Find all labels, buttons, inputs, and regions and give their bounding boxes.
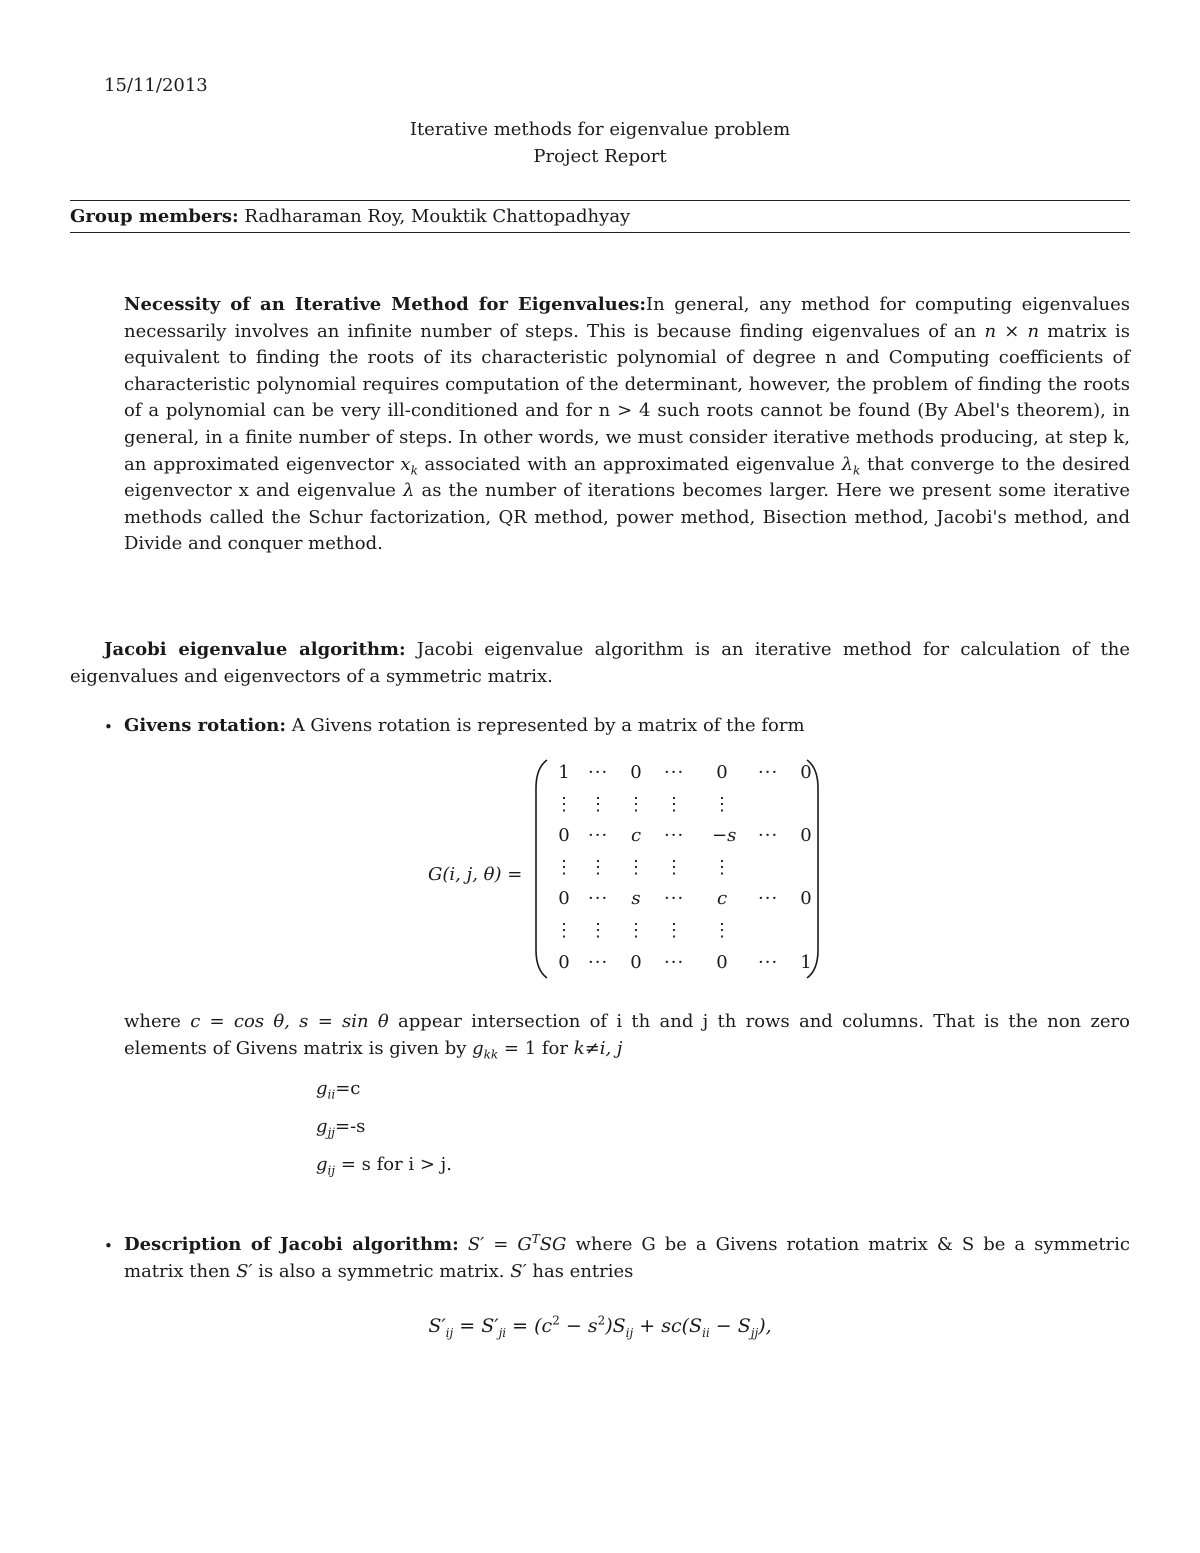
matrix-cell: c — [630, 825, 642, 847]
matrix-cell: ⋮ — [627, 856, 645, 878]
jacobi-heading: Jacobi eigenvalue algorithm: — [104, 639, 406, 660]
matrix-row — [554, 823, 812, 855]
where-paragraph — [124, 1009, 1130, 1062]
matrix-cell: ··· — [588, 762, 609, 783]
matrix-row — [554, 855, 808, 887]
matrix-cell: ⋮ — [589, 919, 607, 941]
matrix-cell: ··· — [758, 951, 779, 973]
matrix-cell: ··· — [664, 762, 685, 783]
g-sub: ij — [327, 1163, 336, 1178]
lhs-G: G — [428, 864, 443, 885]
matrix-cell: 0 — [558, 951, 570, 973]
top-rule — [70, 200, 1130, 201]
matrix-cell: ⋮ — [713, 856, 731, 878]
eqn-f-sub: ii — [702, 1325, 710, 1340]
matrix-cell: ··· — [588, 825, 609, 847]
s-prime-3: S′ — [510, 1260, 527, 1282]
matrix-cell: ⋮ — [555, 856, 573, 878]
gkk-sub: kk — [483, 1047, 499, 1062]
matrix-cell: 0 — [558, 825, 570, 847]
matrix-row — [554, 792, 808, 824]
matrix-cell: ⋮ — [589, 856, 607, 878]
matrix-cell: ⋮ — [665, 856, 683, 878]
matrix-cell: ··· — [588, 888, 609, 910]
g-entry — [316, 1108, 452, 1146]
g-entry — [316, 1146, 452, 1184]
necessity-body-5: as the number of iterations becomes larger. Here we present some iterative methods called the Schur factorization, QR method, power method, Bisection method, Jacobi's method, and Divide and conquer method. — [124, 480, 1130, 555]
necessity-heading: Necessity of an Iterative Method for Eigenvalues: — [124, 294, 646, 315]
matrix-cell: 0 — [630, 951, 642, 973]
members-label: Group members: — [70, 206, 239, 227]
necessity-paragraph — [124, 292, 1130, 558]
g-entries — [316, 1070, 452, 1184]
where-1: where — [124, 1011, 191, 1032]
eqn-g: − S — [709, 1315, 751, 1337]
where-3: = 1 for — [498, 1037, 574, 1059]
k-condition: k≠i, j — [573, 1037, 623, 1059]
eqn-a-sub: ij — [445, 1325, 454, 1340]
lhs-args: (i, j, θ) — [442, 864, 502, 885]
eqn-b-sub: ji — [498, 1325, 507, 1340]
matrix-cell: ··· — [588, 951, 609, 973]
description-heading: Description of Jacobi algorithm: — [124, 1234, 459, 1255]
matrix-lhs — [428, 862, 522, 889]
n-var: n — [984, 320, 997, 342]
givens-heading: Givens rotation: — [124, 715, 286, 736]
eqn-b: = S′ — [453, 1315, 499, 1337]
eqn-a: S′ — [428, 1315, 446, 1337]
matrix-row — [554, 950, 812, 982]
eqn-d-sup: 2 — [597, 1313, 606, 1328]
matrix-grid — [554, 760, 812, 981]
jacobi-intro-paragraph — [70, 637, 1130, 690]
sg-term: SG — [539, 1234, 567, 1255]
description-body-3: has entries — [526, 1260, 634, 1282]
transpose-T: T — [531, 1232, 540, 1246]
lambda-symbol: λ — [403, 480, 415, 502]
group-members — [70, 204, 630, 231]
g-sub: jj — [327, 1125, 335, 1140]
xk-base: x — [400, 453, 411, 475]
matrix-cell: 0 — [716, 951, 728, 973]
matrix-cell: ··· — [758, 762, 779, 783]
c-s-definition: c = cos θ, s = sin θ — [190, 1011, 389, 1032]
where-2: appear intersection of i th and j th rows and columns. That is the non zero elements of Givens matrix is given by — [124, 1011, 1130, 1059]
bottom-rule — [70, 232, 1130, 233]
matrix-cell: ⋮ — [713, 793, 731, 815]
g-base: g — [316, 1078, 328, 1099]
matrix-cell: c — [716, 888, 728, 910]
matrix-cell: 0 — [800, 888, 812, 910]
description-body-1: where G be a Givens rotation matrix & S be a symmetric matrix then — [124, 1234, 1130, 1282]
lk-sub: k — [853, 463, 861, 478]
eqn-c-sup: 2 — [552, 1313, 560, 1328]
eqn-h: ), — [758, 1315, 772, 1337]
times-symbol: × — [996, 320, 1028, 342]
matrix-cell: 0 — [630, 762, 642, 783]
matrix-cell: 0 — [558, 888, 570, 910]
matrix-cell: ··· — [664, 951, 685, 973]
eqn-d: − s — [559, 1315, 598, 1337]
matrix-cell: ⋮ — [627, 919, 645, 941]
left-paren-icon — [534, 758, 548, 980]
bullet-givens: • — [104, 718, 113, 736]
necessity-body-2: matrix is equivalent to finding the roots of its characteristic polynomial of degree n and Computing coefficients of characteristic polynomial requires computation of the determinant, however, the problem of finding the roots of a polynomial can be very ill-conditioned and for n > 4 such roots cannot be found (By Abel's theorem), in general, in a finite number of steps. In other words, we must consider iterative methods producing, at step k, an approximated eigenvector — [124, 320, 1130, 475]
matrix-cell: s — [631, 888, 641, 910]
g-base: g — [316, 1116, 328, 1137]
report-subtitle: Project Report — [533, 146, 667, 167]
matrix-cell: 0 — [800, 762, 812, 783]
eqn-e-sub: ij — [625, 1325, 634, 1340]
matrix-cell: 0 — [716, 762, 728, 783]
matrix-cell: 0 — [800, 825, 812, 847]
eqn-f: + sc(S — [633, 1315, 703, 1337]
matrix-row — [554, 918, 808, 950]
eqn-e: )S — [605, 1315, 626, 1337]
necessity-body-1: In general, any method for computing eigenvalues necessarily involves an infinite number of steps. This is because finding eigenvalues of an — [124, 294, 1130, 342]
matrix-cell: ⋮ — [665, 919, 683, 941]
matrix-cell: ··· — [758, 825, 779, 847]
s-prime-2: S′ — [236, 1260, 253, 1282]
matrix-cell: ··· — [758, 888, 779, 910]
necessity-body-3: associated with an approximated eigenvalue — [417, 453, 842, 475]
matrix-row — [554, 760, 812, 792]
s-prime-equation — [0, 1313, 1200, 1340]
matrix-cell: ⋮ — [555, 919, 573, 941]
g-rest: =-s — [334, 1116, 366, 1137]
matrix-cell: ⋮ — [589, 793, 607, 815]
eqn-g-sub: jj — [750, 1325, 759, 1340]
xk-sub: k — [410, 463, 418, 478]
matrix-cell: ⋮ — [713, 919, 731, 941]
matrix-cell: 1 — [800, 951, 812, 973]
matrix-cell: ⋮ — [555, 793, 573, 815]
givens-heading-line — [124, 713, 805, 740]
matrix-cell: −s — [712, 825, 737, 847]
g-rest: = s for i > j. — [335, 1154, 452, 1175]
matrix-cell: ⋮ — [665, 793, 683, 815]
s-prime-eq: S′ = G — [467, 1234, 532, 1255]
right-paren-icon — [806, 758, 820, 980]
lk-base: λ — [841, 453, 853, 475]
members-names: Radharaman Roy, Mouktik Chattopadhyay — [244, 206, 631, 227]
description-body-2: is also a symmetric matrix. — [252, 1260, 511, 1282]
description-paragraph — [124, 1232, 1130, 1285]
givens-matrix-equation — [428, 758, 828, 988]
g-rest: =c — [335, 1078, 361, 1099]
report-title: Iterative methods for eigenvalue problem — [409, 119, 791, 140]
matrix-row — [554, 886, 812, 918]
g-entry — [316, 1070, 452, 1108]
jacobi-body: Jacobi eigenvalue algorithm is an iterative method for calculation of the eigenvalues and eigenvectors of a symmetric matrix. — [70, 639, 1130, 687]
gkk-base: g — [472, 1037, 484, 1059]
givens-body: A Givens rotation is represented by a matrix of the form — [285, 715, 805, 736]
g-base: g — [316, 1154, 328, 1175]
title-block — [0, 116, 1200, 170]
report-date: 15/11/2013 — [104, 75, 208, 96]
necessity-body-4: that converge to the desired eigenvector x and eigenvalue — [124, 453, 1130, 502]
bullet-description: • — [104, 1237, 113, 1255]
matrix-cell: ⋮ — [627, 793, 645, 815]
matrix-cell: ··· — [664, 825, 685, 847]
lhs-equals: = — [501, 864, 523, 885]
matrix-cell: ··· — [664, 888, 685, 910]
matrix-cell: 1 — [558, 762, 570, 783]
eqn-c: = (c — [506, 1315, 553, 1337]
g-sub: ii — [327, 1087, 336, 1102]
n-var-2: n — [1027, 320, 1040, 342]
